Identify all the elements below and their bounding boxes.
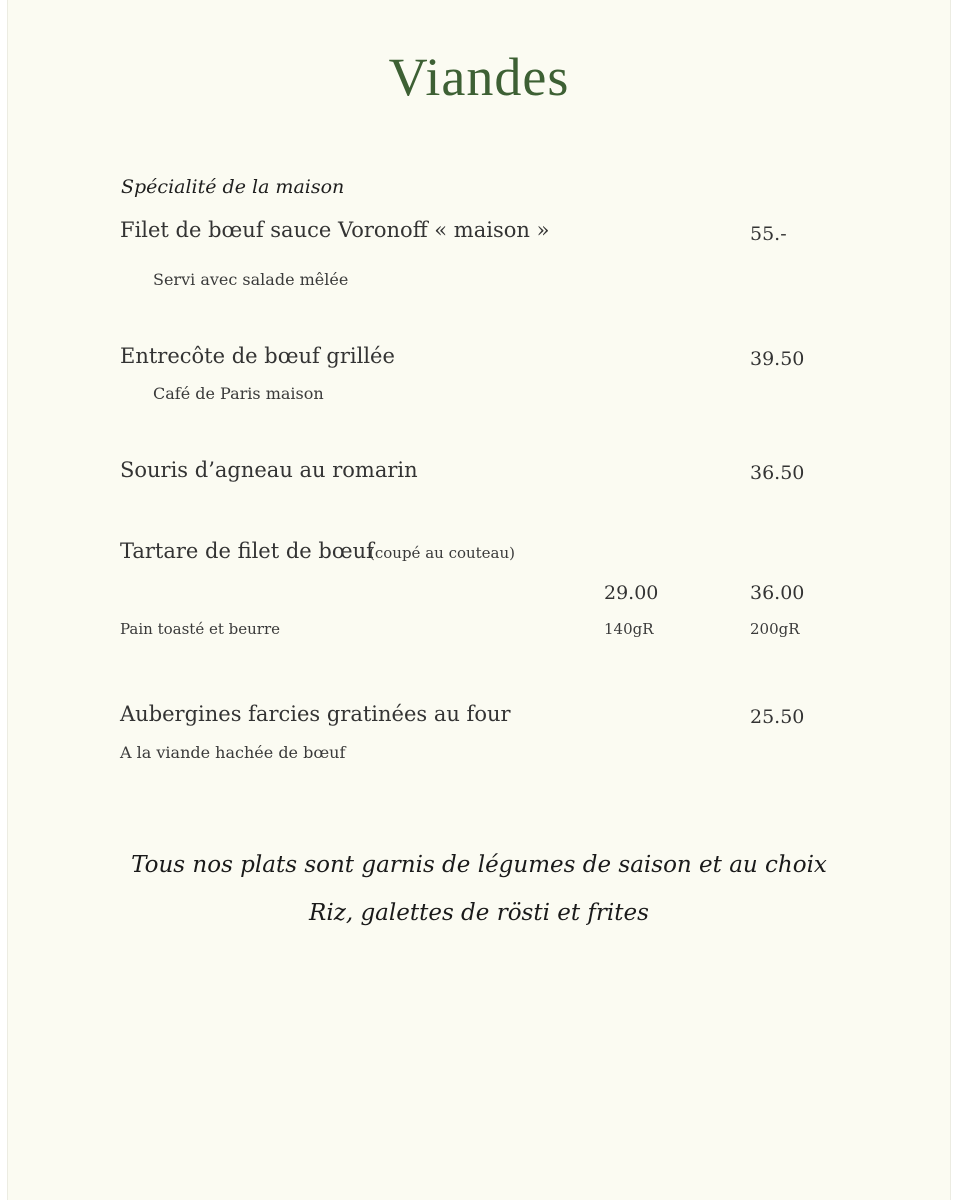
menu-item-option-size: 140gR xyxy=(604,620,654,638)
menu-item-name-note: (coupé au couteau) xyxy=(369,544,516,562)
menu-item-name: Souris d’agneau au romarin xyxy=(120,458,418,482)
footer-note: Riz, galettes de rösti et frites xyxy=(309,900,649,926)
specialty-label: Spécialité de la maison xyxy=(121,176,345,198)
page-title: Viandes xyxy=(388,47,570,107)
menu-page xyxy=(8,0,950,1200)
menu-item-option-size: 200gR xyxy=(750,620,800,638)
menu-item-option-price: 36.00 xyxy=(750,582,805,604)
menu-item-price: 25.50 xyxy=(750,706,805,728)
footer-note: Tous nos plats sont garnis de légumes de saison et au choix xyxy=(131,852,827,878)
menu-item-name: Aubergines farcies gratinées au four xyxy=(120,702,511,726)
menu-item-description: Servi avec salade mêlée xyxy=(153,270,349,289)
menu-item-option-price: 29.00 xyxy=(604,582,659,604)
menu-item-description: Café de Paris maison xyxy=(153,384,324,403)
menu-item-name: Tartare de filet de bœuf xyxy=(120,539,374,563)
menu-item-description: A la viande hachée de bœuf xyxy=(120,743,346,762)
menu-item-price: 39.50 xyxy=(750,348,805,370)
menu-item-price: 55.- xyxy=(750,223,787,245)
menu-item-name: Entrecôte de bœuf grillée xyxy=(120,344,395,368)
menu-item-price: 36.50 xyxy=(750,462,805,484)
menu-item-name: Filet de bœuf sauce Voronoff « maison » xyxy=(120,218,550,242)
menu-item-description: Pain toasté et beurre xyxy=(120,620,280,638)
